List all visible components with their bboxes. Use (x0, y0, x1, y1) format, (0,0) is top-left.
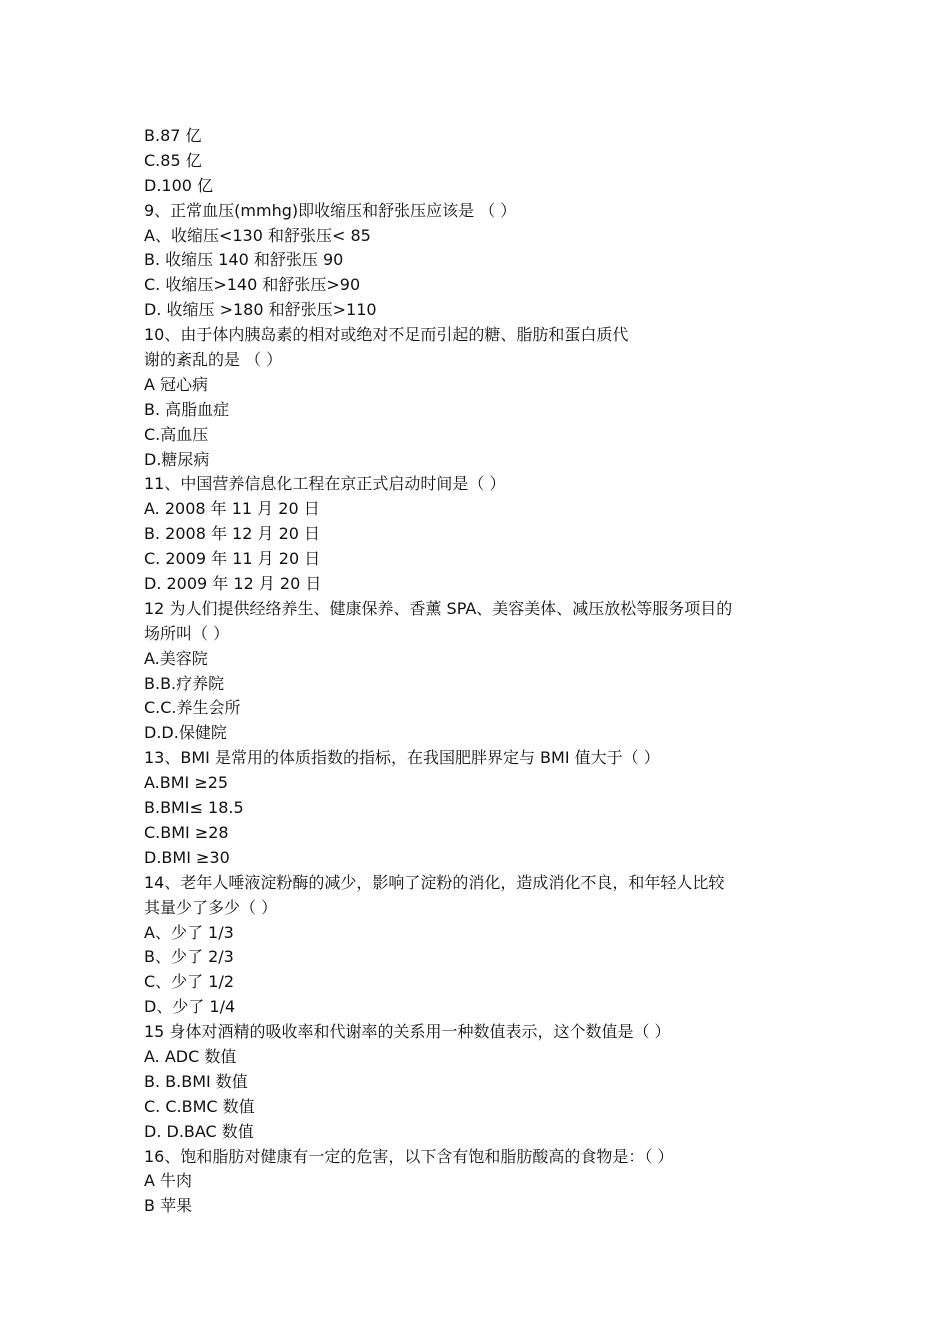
option-line: B. B.BMI 数值 (144, 1071, 248, 1091)
option-line: C. C.BMC 数值 (144, 1096, 255, 1116)
option-line: B.B.疗养院 (144, 673, 225, 693)
question-9-stem: 9、正常血压(mmhg)即收缩压和舒张压应该是 （ ） (144, 200, 517, 220)
option-line: A、少了 1/3 (144, 922, 234, 942)
option-line: B.BMI≤ 18.5 (144, 798, 244, 818)
question-13-stem: 13、BMI 是常用的体质指数的指标，在我国肥胖界定与 BMI 值大于（ ） (144, 748, 660, 768)
option-line: A 冠心病 (144, 374, 209, 394)
question-12-stem-cont: 场所叫（ ） (144, 623, 230, 643)
option-line: D.D.保健院 (144, 723, 227, 743)
option-line: B. 高脂血症 (144, 399, 230, 419)
question-15-stem: 15 身体对酒精的吸收率和代谢率的关系用一种数值表示，这个数值是（ ） (144, 1022, 671, 1042)
option-line: D.BMI ≥30 (144, 847, 230, 867)
text-line: C.85 亿 (144, 150, 202, 170)
option-line: D.糖尿病 (144, 449, 210, 469)
option-line: C、少了 1/2 (144, 972, 235, 992)
option-line: D. 2009 年 12 月 20 日 (144, 574, 322, 594)
option-line: B. 收缩压 140 和舒张压 90 (144, 250, 344, 270)
option-line: A. ADC 数值 (144, 1046, 237, 1066)
option-line: D. D.BAC 数值 (144, 1121, 254, 1141)
option-line: C.C.养生会所 (144, 698, 241, 718)
option-line: D. 收缩压 >180 和舒张压>110 (144, 300, 377, 320)
question-16-stem: 16、饱和脂肪对健康有一定的危害，以下含有饱和脂肪酸高的食物是：（ ） (144, 1146, 674, 1166)
option-line: C. 收缩压>140 和舒张压>90 (144, 275, 361, 295)
question-10-stem-cont: 谢的紊乱的是 （ ） (144, 350, 283, 370)
option-line: A、收缩压<130 和舒张压< 85 (144, 225, 371, 245)
option-line: B. 2008 年 12 月 20 日 (144, 524, 321, 544)
option-line: C. 2009 年 11 月 20 日 (144, 549, 321, 569)
question-14-stem: 14、老年人唾液淀粉酶的减少，影响了淀粉的消化，造成消化不良，和年轻人比较 (144, 872, 725, 892)
option-line: A 牛肉 (144, 1171, 193, 1191)
text-line: B.87 亿 (144, 126, 202, 145)
option-line: B、少了 2/3 (144, 947, 234, 967)
option-line: A. 2008 年 11 月 20 日 (144, 499, 320, 519)
question-12-stem: 12 为人们提供经络养生、健康保养、香薰 SPA、美容美体、减压放松等服务项目的 (144, 598, 733, 618)
question-14-stem-cont: 其量少了多少（ ） (144, 897, 278, 917)
question-10-stem: 10、由于体内胰岛素的相对或绝对不足而引起的糖、脂肪和蛋白质代 (144, 325, 629, 345)
question-11-stem: 11、中国营养信息化工程在京正式启动时间是（ ） (144, 474, 506, 494)
text-line: D.100 亿 (144, 175, 214, 195)
option-line: A.BMI ≥25 (144, 773, 229, 793)
option-line: A.美容院 (144, 648, 208, 668)
option-line: B 苹果 (144, 1196, 193, 1216)
option-line: C.高血压 (144, 424, 209, 444)
option-line: D、少了 1/4 (144, 997, 236, 1017)
option-line: C.BMI ≥28 (144, 822, 229, 842)
